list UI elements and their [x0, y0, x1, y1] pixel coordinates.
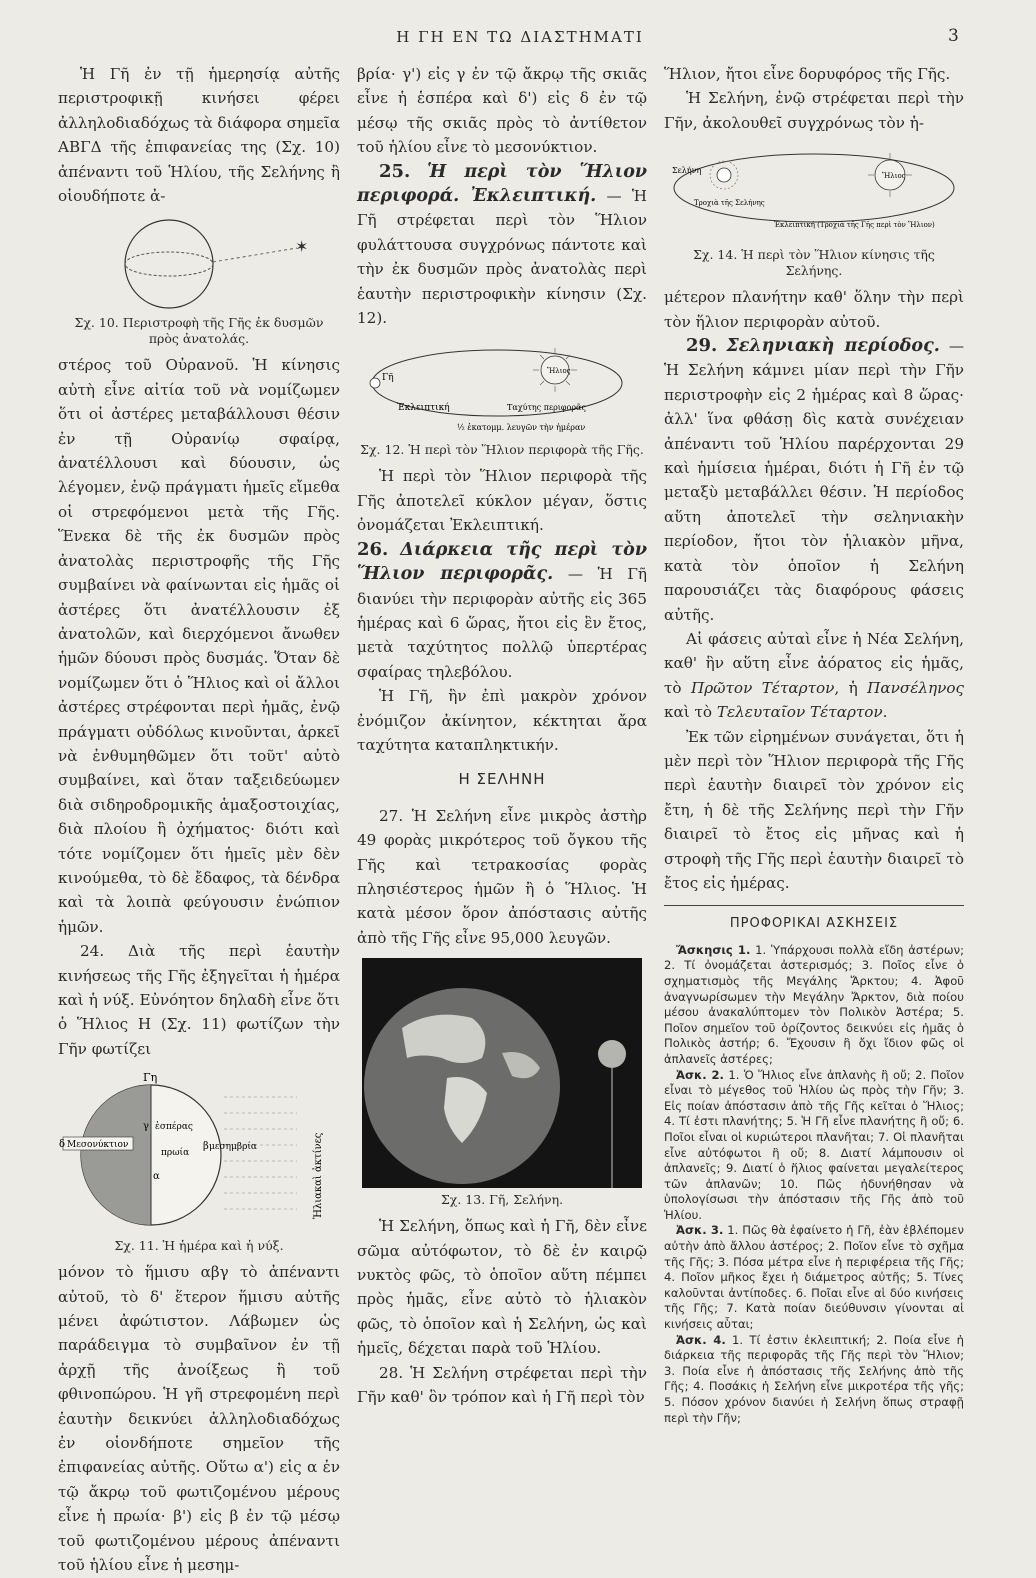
paragraph: Ἡ Γῆ ἐν τῇ ἡμερησίᾳ αὐτῆς περιστροφικῇ κινήσει φέρει ἀλληλοδιαδόχως τὰ διάφορα σημεῖα ΑΒΓΔ τῆς ἐπιφανείας της (Σχ. 10) ἀπέναντι τοῦ Ἡλίου, τῆς Σελήνης ἢ οἱουδήποτε ἀ-	[58, 65, 340, 206]
paragraph: Ἡ Σελήνη, ἐνῷ στρέφεται περὶ τὴν Γῆν, ἀκολουθεῖ συγχρόνως τὸν ἡ-	[664, 89, 964, 132]
text-run: καὶ τὸ	[664, 703, 717, 722]
paragraph: Ἡ Σελήνη, ὅπως καὶ ἡ Γῆ, δὲν εἶνε σῶμα αὐτόφωτον, τὸ δὲ ἐν καιρῷ νυκτὸς φῶς, τὸ ὁποῖον αὕτη πέμπει πρὸς ἡμᾶς, εἶνε αὐτὸ τὸ ἡλιακὸν φῶς, τὸ ὁποῖον καὶ ἡ Σελήνη, ὡς καὶ ἡμεῖς, δέχεται παρὰ τοῦ Ἡλίου.	[357, 1217, 647, 1358]
label-sun: Ἥλιος	[882, 172, 906, 181]
figure-caption: Σχ. 14. Ἡ περὶ τὸν Ἥλιον κίνησις τῆς Σελήνης.	[693, 247, 935, 279]
section-heading: Ἡ περὶ τὸν Ἥλιον περιφορά. Ἐκλειπτική.	[357, 161, 648, 207]
label-delta: δ	[59, 1139, 66, 1151]
label-distance: ½ ἑκατομμ. λευγῶν τὴν ἡμέραν	[457, 423, 586, 433]
text-run: , ἡ	[834, 678, 868, 697]
day-night-diagram	[59, 1069, 339, 1234]
figure-12	[357, 338, 647, 458]
label-noon: μεσημβρία	[209, 1142, 257, 1153]
phase-full-moon: Πανσέληνος	[867, 678, 964, 697]
paragraph-with-heading	[357, 538, 647, 684]
phase-last-quarter: Τελευταῖον Τέταρτον	[716, 703, 883, 722]
label-morning: πρωία	[161, 1148, 190, 1159]
figure-11	[58, 1069, 340, 1254]
figure-caption: Σχ. 11. Ἡ ἡμέρα καὶ ἡ νύξ.	[114, 1238, 284, 1254]
paragraph: Ἡ Γῆ, ἣν ἐπὶ μακρὸν χρόνον ἐνόμιζον ἀκίνητον, κέκτηται ἄρα ταχύτητα καταπληκτικήν.	[357, 687, 647, 754]
section-number: 25.	[379, 160, 411, 182]
exercise-label: Ἄσκησις 1.	[676, 942, 751, 957]
paragraph: — Ἡ Γῆ στρέφεται περὶ τὸν Ἥλιον φυλάττουσα συγχρόνως πάντοτε καὶ τὴν ἐκ δυσμῶν πρὸς ἀνατολὰς περὶ ἑαυτὴν περιστροφικὴν κίνησιν (Σχ. 12).	[357, 187, 647, 328]
exercises	[664, 943, 964, 1426]
paragraph: 27. Ἡ Σελήνη εἶνε μικρὸς ἀστὴρ 49 φορὰς μικρότερος τοῦ ὄγκου τῆς Γῆς καὶ τετρακοσίας φορὰς πλησιέστερος ἡμῶν ἢ ὁ Ἥλιος. Ἡ κατὰ μέσον ὅρον ἀπόστασις αὐτῆς ἀπὸ τῆς Γῆς εἶνε 95,000 λευγῶν.	[357, 806, 647, 947]
paragraph: — Ἡ Σελήνη κάμνει μίαν περὶ τὴν Γῆν περιστροφὴν εἰς 2 ἡμέρας καὶ 8 ὥρας· ἀλλ' ἵνα φθάσῃ δὶς κατὰ συνέχειαν ἀπέναντι τοῦ Ἡλίου παρέρχονται 29 καὶ ἡμίσεια ἡμέραι, διότι ἡ Γῆ ἐν τῷ μεταξὺ μεταβάλλει θέσιν. Ἡ περίοδος αὕτη ἀποτελεῖ τὴν σεληνιακὴν περίοδον, ἤτοι τὸν ἡλιακὸν μῆνα, κατὰ τὸν ὁποῖον ἡ Σελήνη παρουσιάζει τὰς διαφόρους φάσεις αὐτῆς.	[664, 337, 965, 624]
paragraph-with-heading	[664, 334, 964, 627]
exercise-3	[664, 1223, 964, 1332]
exercise-text: 1. Τί ἐστιν ἐκλειπτική; 2. Ποία εἶνε ἡ διάρκεια τῆς περιφορᾶς τῆς Γῆς περὶ τὸν Ἥλιον; 3. Ποία εἶνε ἡ ἀπόστασις τῆς Σελήνης ἀπὸ τῆς Γῆς; 4. Ποσάκις ἡ Σελήνη εἶνε μικροτέρα τῆς γῆς; 5. Πόσον χρόνον διανύει ἡ Σελήνη ὅπως στραφῇ περὶ τὴν Γῆν;	[664, 1332, 964, 1425]
label-gamma: γ	[143, 1121, 149, 1133]
label-solar-rays: Ἡλιακαὶ ἀκτίνες	[313, 1132, 324, 1220]
label-evening: ἑσπέρας	[155, 1122, 193, 1133]
paragraph-with-heading	[357, 160, 647, 331]
paragraph: Ἐκ τῶν εἰρημένων συνάγεται, ὅτι ἡ μὲν περὶ τὸν Ἥλιον περιφορὰ τῆς Γῆς περὶ ἑαυτὴν διαιρεῖ τὸν χρόνον εἰς ἔτη, ἡ δὲ τῆς Σελήνης περὶ τὴν Γῆν διαιρεῖ τὸ ἔτος εἰς μῆνας καὶ ἡ στροφὴ τῆς Γῆς περὶ ἑαυτὴν διαιρεῖ τὸ ἔτος εἰς ἡμέρας.	[664, 727, 964, 892]
label-sun: Ἥλιος	[547, 367, 571, 376]
label-midnight: Μεσονύκτιον	[67, 1140, 129, 1151]
orbit-diagram	[357, 338, 647, 438]
rotation-diagram	[69, 216, 329, 311]
running-head: Η ΓΗ ΕΝ ΤΩ ΔΙΑΣΤΗΜΑΤΙ	[396, 28, 644, 46]
paragraph: Ἡ περὶ τὸν Ἥλιον περιφορὰ τῆς Γῆς ἀποτελεῖ κύκλον μέγαν, ὅστις ὀνομάζεται Ἐκλειπτική.	[357, 467, 647, 535]
text-run: Αἱ φάσεις αὐταὶ εἶνε ἡ Νέα Σελήνη, καθ' ἣν αὕτη εἶνε ἀόρατος εἰς ἡμᾶς, τὸ	[664, 629, 964, 697]
exercise-text: 1. Πῶς θὰ ἐφαίνετο ἡ Γῆ, ἐὰν ἐβλέπομεν αὐτὴν ἀπὸ ἄλλου ἀστέρος; 2. Ποῖον εἶνε τὸ σχῆμα τῆς Γῆς; 3. Πόσα μέτρα εἶνε ἡ περιφέρεια τῆς Γῆς; 4. Ποῖον μῆκος ἔχει ἡ διάμετρος αὐτῆς; 5. Τίνες καλοῦνται ἀντίποδες. 6. Ποῖαι εἶνε αἱ δύο κινήσεις τῆς Γῆς; 7. Κατὰ ποίαν διεύθυνσιν γίνονται αἱ κινήσεις αὗται;	[664, 1223, 964, 1332]
exercise-2	[664, 1068, 964, 1224]
exercise-4	[664, 1333, 964, 1427]
section-heading: Σεληνιακὴ περίοδος.	[726, 336, 940, 357]
figure-caption: Σχ. 13. Γῆ, Σελήνη.	[440, 1192, 564, 1208]
column-left	[58, 62, 340, 1578]
paragraph: 28. Ἡ Σελήνη στρέφεται περὶ τὴν Γῆν καθ' ὃν τρόπον καὶ ἡ Γῆ περὶ τὸν	[357, 1363, 647, 1407]
figure-caption: Σχ. 12. Ἡ περὶ τὸν Ἥλιον περιφορὰ τῆς Γῆς.	[360, 442, 644, 458]
figure-10	[58, 216, 340, 347]
figure-13	[357, 958, 647, 1208]
label-moon-orbit: Τροχιὰ τῆς Σελήνης	[694, 199, 765, 208]
divider	[664, 905, 964, 906]
label-moon: Σελήνη	[672, 166, 702, 176]
label-alpha: α	[153, 1171, 160, 1183]
section-number: 26.	[357, 538, 389, 560]
moon-orbit-diagram	[664, 143, 964, 243]
label-earth: Γῆ	[382, 373, 394, 384]
paragraph: Ἥλιον, ἤτοι εἶνε δορυφόρος τῆς Γῆς.	[664, 65, 951, 83]
exercise-text: 1. Ὑπάρχουσι πολλὰ εἴδη ἀστέρων; 2. Τί ὀνομάζεται ἀστερισμός; 3. Ποῖος εἶνε ὁ σχηματισμὸς τῆς Μεγάλης Ἄρκτου; 4. Ἀφοῦ ἀναγνωρίσωμεν τὴν Μεγάλην Ἄρκτον, διὰ ποίου μέσου ἀνακαλύπτομεν τὸν Πολικὸν Ἀστέρα; 5. Ποῖον σημεῖον τοῦ ὁρίζοντος δεικνύει εἰς ἡμᾶς ὁ Πολικὸς ἀστήρ; 6. Ἔχουσιν ἢ ὄχι ἴδιον φῶς οἱ ἀπλανεῖς ἀστέρες;	[664, 942, 964, 1066]
exercise-text: 1. Ὁ Ἥλιος εἶνε ἀπλανὴς ἢ οὔ; 2. Ποῖον εἶναι τὸ μέγεθος τοῦ Ἡλίου ὡς πρὸς τὴν Γῆν; 3. Εἰς ποίαν ἀπόστασιν ἀπὸ τῆς Γῆς κεῖται ὁ Ἥλιος; 4. Τί ἐστι πλανήτης; 5. Ἡ Γῆ εἶνε πλανήτης ἢ οὔ; 6. Ποῖοι εἶναι οἱ κυριώτεροι πλανῆται; 7. Οἱ πλανῆται εἶνε αὐτόφωτοι ἢ οὔ; 8. Διατί λάμπουσιν οἱ ἀπλανεῖς; 9. Διατί ὁ ἥλιος φαίνεται μεγαλείτερος τῶν ἀπλανῶν; 10. Πῶς ἠδυνήθησαν νὰ ὑπολογίσωσι τὴν ἀπόστασιν τῆς Γῆς ἀπὸ τοῦ Ἡλίου.	[664, 1067, 964, 1222]
exercise-label: Ἀσκ. 3.	[676, 1223, 724, 1238]
page-number: 3	[948, 26, 959, 46]
paragraph-phases	[664, 627, 964, 725]
paragraph: βρία· γ') εἰς γ ἐν τῷ ἄκρῳ τῆς σκιᾶς εἶνε ἡ ἑσπέρα καὶ δ') εἰς δ ἐν τῷ μέσῳ τῆς σκιᾶς πρὸς τὸ ἀντίθετον τοῦ ἡλίου εἶνε τὸ μεσονύκτιον.	[357, 65, 647, 157]
paragraph: μόνον τὸ ἥμισυ αβγ τὸ ἀπέναντι αὐτοῦ, τὸ δ' ἕτερον ἥμισυ αὐτῆς μένει ἀφώτιστον. Λάβωμεν ὡς παράδειγμα τὸ συμβαῖνον ἐν τῇ ἀρχῇ τῆς ἀνοίξεως ἢ τοῦ φθινοπώρου. Ἡ γῆ στρεφομένη περὶ ἑαυτὴν δεικνύει ἀλληλοδιαδόχως ἐν οἱονδήποτε σημεῖον τῆς ἐπιφανείας αὐτῆς. Οὕτω α') εἰς α ἐν τῷ ἄκρῳ τοῦ φωτιζομένου μέρους εἶνε ἡ πρωία· β') εἰς β ἐν τῷ μέσῳ τοῦ φωτιζομένου μέρους ἀπέναντι τοῦ ἡλίου εἶνε ἡ μεσημ-	[58, 1263, 340, 1575]
paragraph: μέτερον πλανήτην καθ' ὅλην τὴν περὶ τὸν ἥλιον περιφορὰν αὐτοῦ.	[664, 288, 964, 331]
label-beta: β	[203, 1141, 209, 1153]
section-heading: Διάρκεια τῆς περὶ τὸν Ἥλιον περιφορᾶς.	[357, 539, 647, 585]
label-earth: Γη	[143, 1071, 158, 1085]
paragraph: — Ἡ Γῆ διανύει τὴν περιφορὰν αὐτῆς εἰς 365 ἡμέρας καὶ 6 ὥρας, ἤτοι εἰς ἓν ἔτος, μετὰ ταχύτητος πολλῷ ὑπερτέρας σφαίρας τηλεβόλου.	[357, 565, 648, 681]
label-ecliptic-orbit: Ἐκλειπτική (Τροχιὰ τῆς Γῆς περὶ τὸν Ἥλιον)	[774, 221, 935, 230]
exercise-label: Ἀσκ. 4.	[676, 1332, 726, 1347]
figure-14	[664, 143, 964, 279]
svg-text:✶: ✶	[295, 237, 309, 257]
exercise-label: Ἀσκ. 2.	[676, 1067, 724, 1082]
figure-caption: Σχ. 10. Περιστροφὴ τῆς Γῆς ἐκ δυσμῶν πρὸς ἀνατολάς.	[74, 315, 324, 347]
exercise-1	[664, 943, 964, 1068]
paragraph: στέρος τοῦ Οὐρανοῦ. Ἡ κίνησις αὐτὴ εἶνε αἰτία τοῦ νὰ νομίζωμεν ὅτι οἱ ἀστέρες μεταβάλλουσι θέσιν ἐν τῇ Οὐρανίῳ σφαίρᾳ, ἀνατέλλουσι καὶ δύουσιν, ὡς λέγομεν, ἐνῷ πράγματι ἡμεῖς εἴμεθα οἱ στρεφόμενοι μετὰ τῆς Γῆς. Ἕνεκα δὲ τῆς ἐκ δυσμῶν πρὸς ἀνατολὰς περιστροφῆς τῆς Γῆς συμβαίνει νὰ φαίνωνται εἰς ἡμᾶς οἱ ἀστέρες ὅτι ἀνατέλλουσιν ἐξ ἀνατολῶν, καὶ διερχόμενοι ἄνωθεν ἡμῶν δύουσι πρὸς δυσμάς. Ὅταν δὲ νομίζωμεν ὅτι ὁ Ἥλιος καὶ οἱ ἄλλοι ἀστέρες στρέφονται περὶ ἡμᾶς, ἐνῷ πράγματι οὐδόλως κινοῦνται, ἀρκεῖ νὰ ἐνθυμηθῶμεν ὅτι τοῦτ' αὐτὸ συμβαίνει, καὶ ὅταν ταξειδεύωμεν διὰ σιδηροδρομικῆς ἁμαξοστοιχίας, διὰ πλοίου ἢ ὀχήματος· διότι καὶ τότε νομίζομεν ὅτι ἡμεῖς μὲν δὲν κινούμεθα, τὸ δὲ ἔδαφος, τὰ δένδρα καὶ τὰ λοιπὰ φεύγουσιν ἐνώπιον ἡμῶν.	[58, 356, 340, 936]
section-number: 29.	[686, 335, 718, 357]
column-middle	[357, 62, 647, 1409]
phase-first-quarter: Πρῶτον Τέταρτον	[690, 678, 835, 697]
label-speed: Ταχύτης περιφορᾶς	[507, 403, 586, 413]
section-title-moon: Η ΣΕΛΗΝΗ	[458, 770, 546, 789]
earth-moon-image	[362, 958, 642, 1188]
column-right	[664, 62, 964, 1426]
exercises-title: ΠΡΟΦΟΡΙΚΑΙ ΑΣΚΗΣΕΙΣ	[729, 916, 899, 932]
text-run: .	[882, 703, 888, 722]
paragraph: 24. Διὰ τῆς περὶ ἑαυτὴν κινήσεως τῆς Γῆς ἐξηγεῖται ἡ ἡμέρα καὶ ἡ νύξ. Εὐνόητον δηλαδὴ εἶνε ὅτι ὁ Ἥλιος Η (Σχ. 11) φωτίζων τὴν Γῆν φωτίζει	[58, 942, 340, 1058]
label-ecliptic: Ἐκλειπτική	[397, 403, 450, 414]
